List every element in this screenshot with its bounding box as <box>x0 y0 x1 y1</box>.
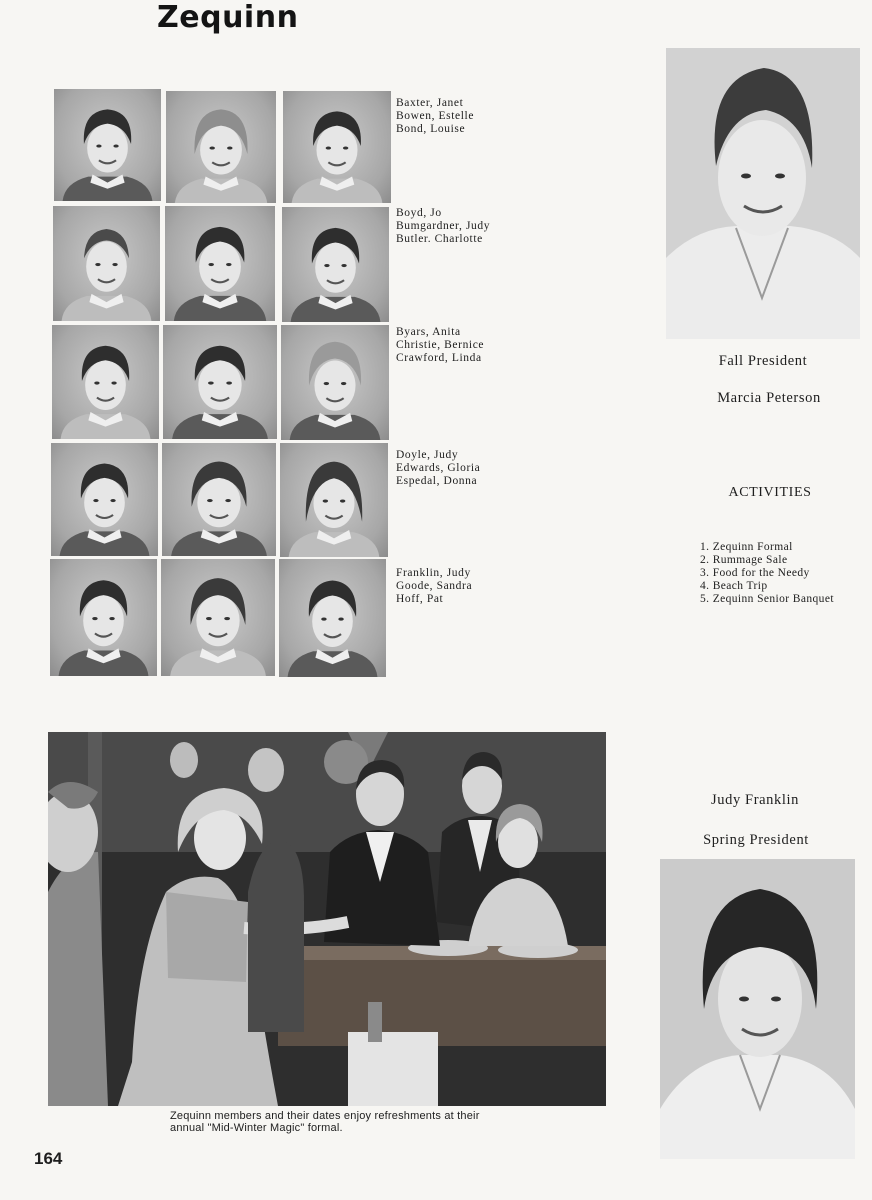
portrait-photo <box>50 559 157 676</box>
portrait-photo <box>283 91 391 203</box>
activities-list <box>700 541 834 606</box>
member-name: Franklin, Judy <box>396 567 471 579</box>
activity-item: 2. Rummage Sale <box>700 554 788 566</box>
member-name: Goode, Sandra <box>396 580 473 592</box>
portrait-photo <box>166 91 276 203</box>
page-number: 164 <box>34 1149 63 1168</box>
portrait-photo <box>163 325 277 439</box>
activity-item: 3. Food for the Needy <box>700 567 810 579</box>
member-name: Edwards, Gloria <box>396 462 481 474</box>
member-name: Baxter, Janet <box>396 97 464 109</box>
page-title: Zequinn <box>157 0 299 35</box>
spring-president-role: Spring President <box>703 832 809 848</box>
formal-party-photo <box>48 732 606 1106</box>
photo-caption-line: annual "Mid-Winter Magic" formal. <box>170 1122 343 1134</box>
member-name: Bond, Louise <box>396 123 466 135</box>
portrait-photo <box>279 559 386 677</box>
member-names-row-3 <box>396 326 484 365</box>
fall-president-role: Fall President <box>718 353 808 369</box>
activity-item: 5. Zequinn Senior Banquet <box>700 593 834 605</box>
portrait-photo <box>52 325 159 439</box>
portrait-photo <box>162 443 276 556</box>
member-name: Butler. Charlotte <box>396 233 483 245</box>
member-names-row-2 <box>396 207 490 246</box>
member-names-row-5 <box>396 567 472 606</box>
fall-president-photo <box>666 48 860 339</box>
portrait-photo <box>281 325 389 440</box>
portrait-photo <box>165 206 275 321</box>
portrait-photo <box>280 443 388 557</box>
member-name: Crawford, Linda <box>396 352 482 364</box>
activity-item: 1. Zequinn Formal <box>700 541 793 553</box>
member-name: Doyle, Judy <box>396 449 459 461</box>
portrait-photo <box>53 206 160 321</box>
member-name: Christie, Bernice <box>396 339 485 351</box>
spring-president-name: Judy Franklin <box>711 792 799 808</box>
member-name: Bowen, Estelle <box>396 110 475 122</box>
member-names-row-1 <box>396 97 474 136</box>
member-name: Bumgardner, Judy <box>396 220 491 232</box>
spring-president-photo <box>660 859 855 1159</box>
member-names-row-4 <box>396 449 480 488</box>
portrait-photo <box>54 89 161 201</box>
portrait-photo <box>282 207 389 322</box>
member-name: Byars, Anita <box>396 326 461 338</box>
member-name: Espedal, Donna <box>396 475 478 487</box>
activity-item: 4. Beach Trip <box>700 580 768 592</box>
member-name: Boyd, Jo <box>396 207 442 219</box>
photo-caption-line: Zequinn members and their dates enjoy refreshments at their <box>170 1110 480 1122</box>
activities-heading: ACTIVITIES <box>728 485 812 500</box>
portrait-photo <box>51 443 158 556</box>
photo-caption <box>170 1110 480 1134</box>
portrait-photo <box>161 559 275 676</box>
fall-president-name: Marcia Peterson <box>717 390 821 406</box>
member-name: Hoff, Pat <box>396 593 444 605</box>
